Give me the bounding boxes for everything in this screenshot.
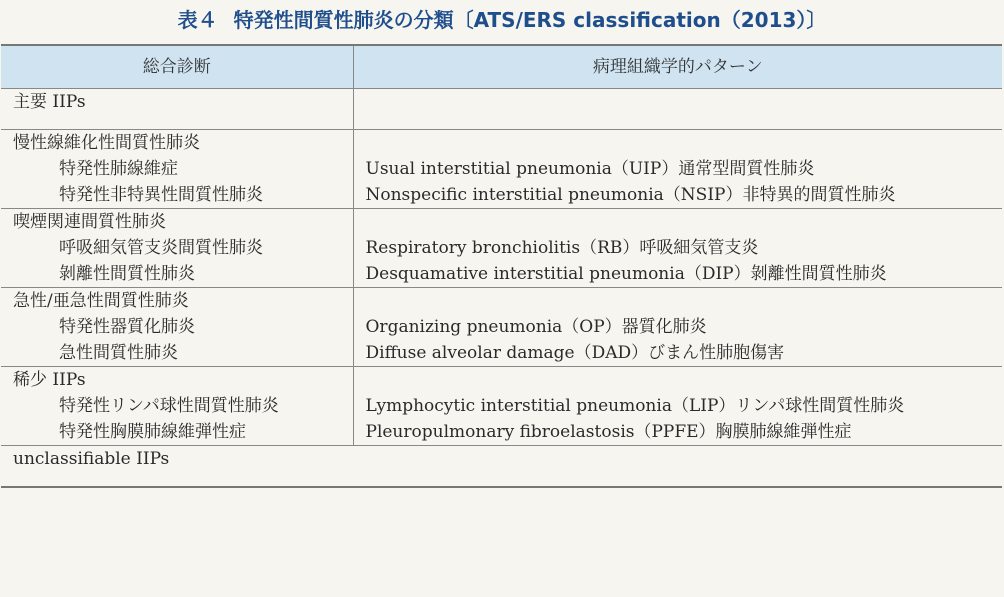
category-label: 喫煙関連間質性肺炎 (13, 212, 166, 232)
pattern-item: Usual interstitial pneumonia（UIP）通常型間質性肺炎 (365, 159, 815, 179)
diagnosis-item: 特発性胸膜肺線維弾性症 (59, 422, 246, 442)
diagnosis-item: 急性間質性肺炎 (59, 343, 178, 363)
pattern-cell (353, 209, 1002, 288)
pattern-item: Organizing pneumonia（OP）器質化肺炎 (365, 317, 707, 337)
diagnosis-cell (1, 288, 353, 367)
unclassifiable-row (1, 446, 1002, 488)
pattern-item: Desquamative interstitial pneumonia（DIP）剝離性間質性肺炎 (365, 264, 887, 284)
diagnosis-item: 特発性非特異性間質性肺炎 (59, 185, 263, 205)
table-title (0, 4, 1004, 36)
table-title-text: 特発性間質性肺炎の分類〔ATS/ERS classification（2013）〕 (233, 8, 827, 32)
pattern-item: Lymphocytic interstitial pneumonia（LIP）リンパ球性間質性肺炎 (365, 396, 905, 416)
category-label: 急性/亜急性間質性肺炎 (13, 291, 189, 311)
table-row (1, 130, 1002, 209)
diagnosis-item: 特発性肺線維症 (59, 159, 178, 179)
empty-cell (353, 89, 1002, 130)
table-row (1, 367, 1002, 446)
diagnosis-cell (1, 367, 353, 446)
table-row (1, 209, 1002, 288)
table-row (1, 288, 1002, 367)
major-iips-row (1, 89, 1002, 130)
diagnosis-item: 呼吸細気管支炎間質性肺炎 (59, 238, 263, 258)
header-diagnosis: 総合診断 (1, 45, 353, 89)
major-iips-label: 主要 IIPs (1, 89, 353, 130)
pattern-item: Respiratory bronchiolitis（RB）呼吸細気管支炎 (365, 238, 759, 258)
header-row (1, 45, 1002, 89)
pattern-cell (353, 130, 1002, 209)
unclassifiable-label: unclassifiable IIPs (1, 446, 1002, 488)
classification-table (1, 44, 1002, 488)
diagnosis-cell (1, 209, 353, 288)
diagnosis-item: 特発性器質化肺炎 (59, 317, 195, 337)
pattern-item: Pleuropulmonary fibroelastosis（PPFE）胸膜肺線維弾性症 (365, 422, 852, 442)
header-pattern: 病理組織学的パターン (353, 45, 1002, 89)
table-number: 表４ (177, 8, 218, 32)
category-label: 慢性線維化性間質性肺炎 (13, 133, 200, 153)
pattern-item: Diffuse alveolar damage（DAD）びまん性肺胞傷害 (365, 343, 785, 363)
diagnosis-cell (1, 130, 353, 209)
diagnosis-item: 剝離性間質性肺炎 (59, 264, 195, 284)
diagnosis-item: 特発性リンパ球性間質性肺炎 (59, 396, 279, 416)
pattern-cell (353, 288, 1002, 367)
pattern-item: Nonspecific interstitial pneumonia（NSIP）非特異的間質性肺炎 (365, 185, 896, 205)
pattern-cell (353, 367, 1002, 446)
category-label: 稀少 IIPs (13, 370, 86, 390)
